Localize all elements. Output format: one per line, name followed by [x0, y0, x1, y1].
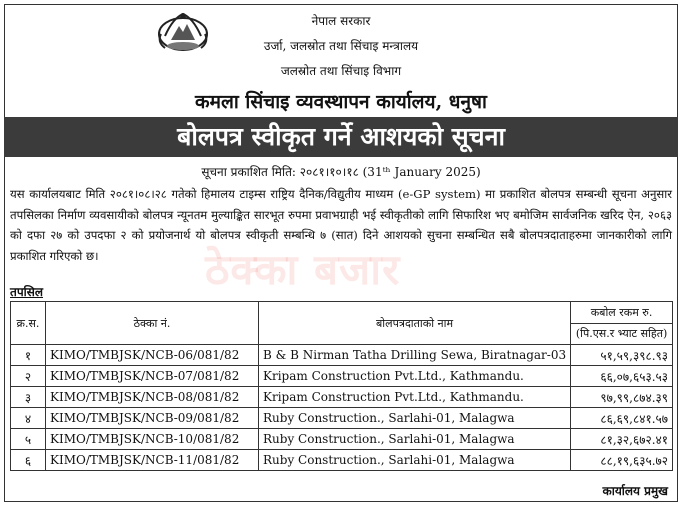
cell-amount: ५१,५९,३९८.९३: [571, 345, 673, 366]
header-amount-label: कबोल रकम रु.: [590, 306, 653, 319]
header-amount: [571, 302, 673, 345]
table-header-row: [11, 302, 673, 345]
cell-bidder: Ruby Construction., Sarlahi-01, Malagwa: [259, 408, 571, 429]
cell-contract: KIMO/TMBJSK/NCB-09/081/82: [46, 408, 259, 429]
cell-sn: ४: [11, 408, 46, 429]
notice-body: यस कार्यालयबाट मिति २०८१।०८।२८ गतेको हिमालय टाइम्स राष्ट्रिय दैनिक/विद्युतीय माध्यम (e-GP system) मा प्रकाशित बोलपत्र सम्बन्धी सूचना अनुसार तपसिलका निर्माण व्यवसायीको बोलपत्र न्यूनतम मुल्याङ्कित सारभूत रुपमा प्रवाभग्राही भई स्वीकृतीको लागि सिफारिश भए बमोजिम सार्वजनिक खरिद ऐन, २०६३ को दफा २७ को उपदफा २ को प्रयोजनार्थ यो बोलपत्र स्वीकृती सम्बन्धि ७ (सात) दिने आशयको सुचना सम्बन्धित सबै बोलपत्रदाताहरुमा जानकारीको लागि प्रकाशित गरिएको छ।: [10, 187, 672, 263]
cell-sn: ६: [11, 450, 46, 471]
published-date: सूचना प्रकाशित मिति: २०८१।१०।१८ (31ᵗʰ January 2025): [201, 165, 481, 179]
bid-table: [10, 301, 673, 471]
cell-contract: KIMO/TMBJSK/NCB-07/081/82: [46, 366, 259, 387]
cell-sn: १: [11, 345, 46, 366]
tapsil-label: तपसिल: [10, 285, 44, 299]
header-department: जलस्रोत तथा सिंचाइ विभाग: [280, 64, 402, 78]
table-row: [11, 366, 673, 387]
signature: कार्यालय प्रमुख: [602, 484, 668, 498]
notice-title: बोलपत्र स्वीकृत गर्ने आशयको सूचना: [4, 117, 678, 157]
cell-bidder: Kripam Construction Pvt.Ltd., Kathmandu.: [259, 366, 571, 387]
cell-contract: KIMO/TMBJSK/NCB-08/081/82: [46, 387, 259, 408]
cell-bidder: B & B Nirman Tatha Drilling Sewa, Biratnagar-03: [259, 345, 571, 366]
cell-sn: ३: [11, 387, 46, 408]
cell-bidder: Kripam Construction Pvt.Ltd., Kathmandu.: [259, 387, 571, 408]
header-bidder: बोलपत्रदाताको नाम: [259, 302, 571, 345]
header-gov: नेपाल सरकार: [311, 14, 371, 28]
cell-amount: ८१,३२,६७२.४१: [571, 429, 673, 450]
office-name: कमला सिंचाइ व्यवस्थापन कार्यालय, धनुषा: [195, 91, 487, 113]
cell-amount: ८८,१९,६३५.७२: [571, 450, 673, 471]
watermark: ठेक्का बजार: [205, 245, 401, 294]
table-row: [11, 408, 673, 429]
cell-amount: ९७,९९,८७४.३९: [571, 387, 673, 408]
header-contract: ठेक्का नं.: [46, 302, 259, 345]
table-row: [11, 450, 673, 471]
cell-contract: KIMO/TMBJSK/NCB-11/081/82: [46, 450, 259, 471]
cell-contract: KIMO/TMBJSK/NCB-10/081/82: [46, 429, 259, 450]
cell-sn: २: [11, 366, 46, 387]
table-row: [11, 429, 673, 450]
cell-bidder: Ruby Construction., Sarlahi-01, Malagwa: [259, 450, 571, 471]
cell-bidder: Ruby Construction., Sarlahi-01, Malagwa: [259, 429, 571, 450]
cell-sn: ५: [11, 429, 46, 450]
header-sn: क्र.स.: [11, 302, 46, 345]
header-amount-sub: (पि.एस.र भ्याट सहित): [571, 323, 672, 341]
cell-amount: ६६,०७,६५३.५३: [571, 366, 673, 387]
table-row: [11, 345, 673, 366]
cell-contract: KIMO/TMBJSK/NCB-06/081/82: [46, 345, 259, 366]
table-row: [11, 387, 673, 408]
cell-amount: ८६,६९,८४१.५७: [571, 408, 673, 429]
header-ministry: उर्जा, जलस्रोत तथा सिंचाइ मन्त्रालय: [263, 39, 419, 53]
